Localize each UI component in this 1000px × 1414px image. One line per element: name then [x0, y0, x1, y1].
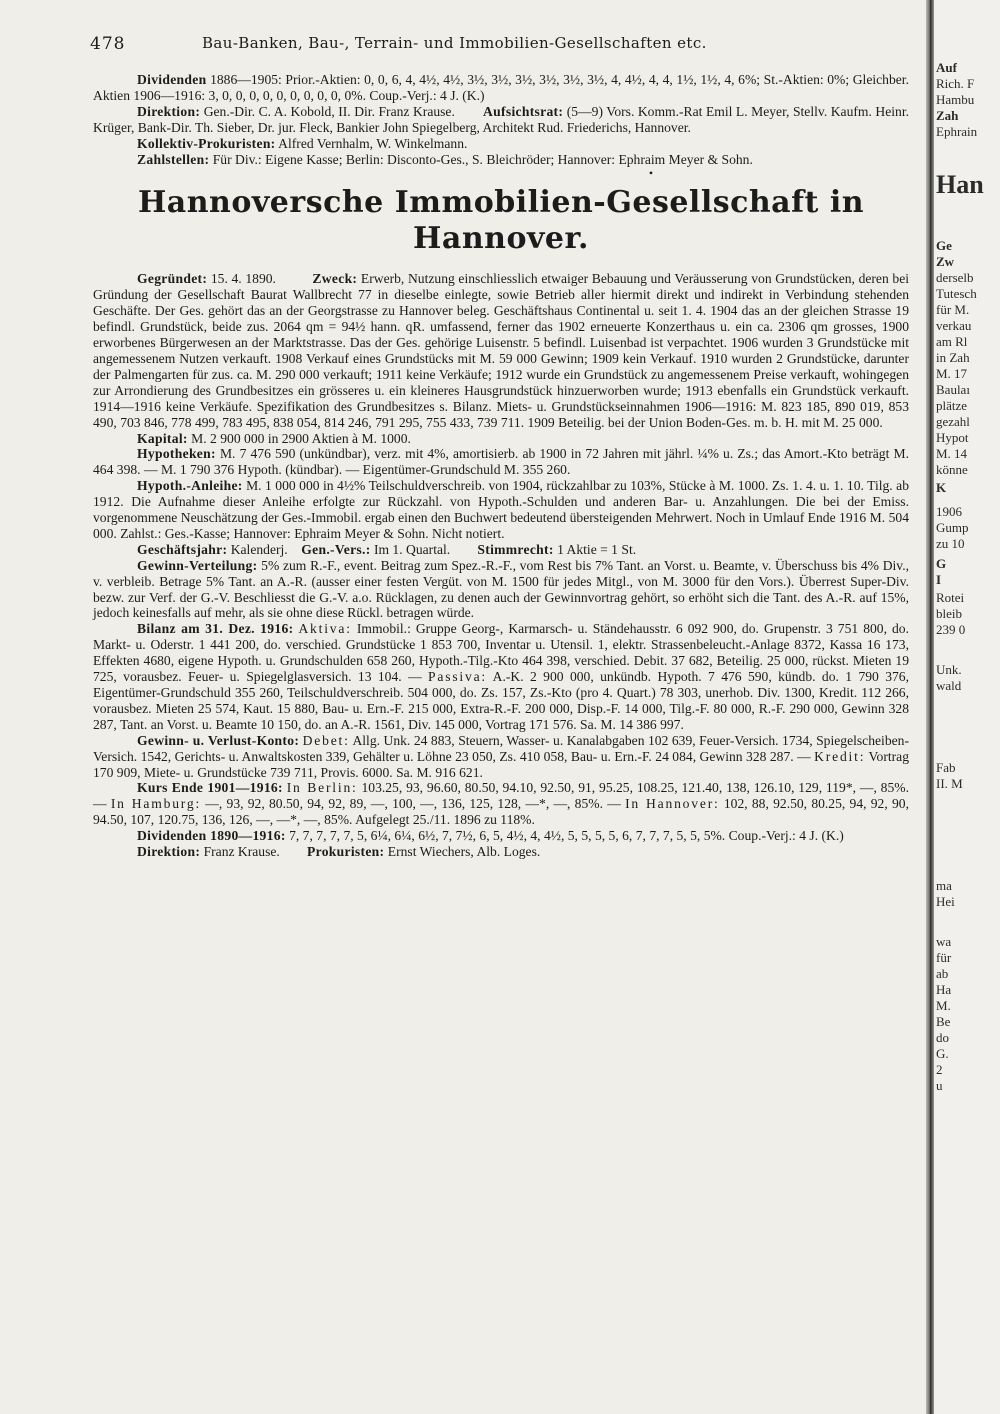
prev-direktion-text: Gen.-Dir. C. A. Kobold, II. Dir. Franz Krause.	[203, 103, 455, 119]
neighbor-fragment: Be	[936, 1014, 951, 1029]
neighbor-fragment: Unk.	[936, 662, 962, 677]
geschaeftsjahr-label: Geschäftsjahr:	[137, 541, 228, 557]
prev-aufsichtsrat-text: (5—9) Vors. Komm.-Rat Emil L. Meyer, Stellv. Kaufm. Heinr. Krüger, Bank-Dir. Th. Sieber, Dr. jur. Fleck, Bankier John Spiegelberg, Architekt Rud. Friederichs, Hannover.	[93, 103, 909, 135]
gewinn-verlust-konto: Gewinn- u. Verlust-Konto: Debet: Allg. Unk. 24 883, Steuern, Wasser- u. Kanalabgaben 102 639, Feuer-Versich. 1734, Spiegelscheiben-Versich. 1542, Gerichts- u. Anwaltskosten 339, Gehälter u. Löhne 23 050, Zs. 410 058, Bau- u. Ern.-F. 24 084, Gewinn 328 287. — Kredit: Vortrag 170 909, Miete- u. Grundstücke 739 711, Provis. 6000. Sa. M. 916 621.	[93, 732, 910, 780]
prev-kollektiv	[93, 136, 909, 152]
company-title: Hannoversche Immobilien-Gesellschaft in Hannover.	[137, 185, 865, 257]
neighbor-fragment: G.	[936, 1046, 949, 1061]
neighbor-fragment: M. 14	[936, 446, 968, 461]
genvers-text: Im 1. Quartal.	[373, 541, 451, 557]
hypoth-anleihe	[93, 478, 909, 542]
prev-zahlstellen-label: Zahlstellen:	[137, 151, 210, 167]
prev-zahlstellen	[93, 152, 909, 168]
passiva-label: Passiva:	[428, 669, 488, 685]
kurs-hamburg-label: In Hamburg:	[110, 796, 202, 812]
neighbor-fragment: für	[936, 950, 952, 965]
neighbor-fragment: Hypot	[936, 430, 969, 445]
kurs-hannover-text: 102, 88, 92.50, 80.25, 94, 92, 90, 94.50, 107, 120.75, 136, 126, —, —*, —, 85%.	[93, 796, 909, 828]
stimmrecht-text: 1 Aktie = 1 St.	[557, 541, 637, 557]
neighbor-fragment: Ephrain	[936, 124, 978, 139]
guv-label: Gewinn- u. Verlust-Konto:	[137, 732, 300, 748]
text-body	[93, 72, 909, 860]
hypotheken-text: M. 7 476 590 (unkündbar), verz. mit 4%, amortisierb. ab 1900 in 72 Jahren mit jährl. ¼% u. Zs.; das Amort.-Kto beträgt M. 464 398. — M. 1 790 376 Hypoth. (kündbar). — Eigentümer-Grundschuld M. 355 260.	[93, 446, 909, 478]
neighbor-fragment: Zah	[936, 108, 959, 123]
neighbor-fragment: 239 0	[936, 622, 966, 637]
neighbor-fragment: in Zah	[936, 350, 970, 365]
neighbor-fragment: Rich. F	[936, 76, 975, 91]
prev-aufsichtsrat-label: Aufsichtsrat:	[483, 103, 564, 119]
gewinnverteilung-text: 5% zum R.-F., event. Beitrag zum Spez.-R.-F., vom Rest bis 7% Tant. an Vorst. u. Beamte, v. Überschuss bis 4% Div., v. verbleib. Betrage 5% Tant. an A.-R. (ausser einer festen Vergüt. von M. 1500 für jedes Mitgl., von M. 3000 für den Vors.). Überrest Super-Div. bezw. zur Verf. der G.-V. Beschliesst die G.-V. a.o. Rücklagen, zu denen auch der Gewinnvortrag gehört, so erhöht sich die Tant. des A.-R. auf 15%, jedoch keinesfalls auf mehr, als sie ohne diese Rückl. betragen würde.	[93, 557, 909, 621]
neighbor-fragment: M.	[936, 998, 951, 1013]
page-header	[90, 34, 920, 56]
debet-label: Debet:	[302, 732, 350, 748]
kurs-hamburg-text: —, 93, 92, 80.50, 94, 92, 89, —, 100, —, 136, 125, 128, —*, —, 85%.	[205, 796, 603, 812]
kurs-aufgelegt: Aufgelegt 25./11. 1896 zu 118%.	[355, 812, 535, 828]
prokuristen-text: Ernst Wiechers, Alb. Loges.	[387, 844, 541, 860]
dividenden-text: 7, 7, 7, 7, 7, 5, 6¼, 6¼, 6½, 7, 7½, 6, 5, 4½, 4, 4½, 5, 5, 5, 5, 6, 7, 7, 7, 5, 5, 5%. Coup.-Verj.: 4 J. (K.)	[289, 828, 844, 844]
neighbor-fragment: wald	[936, 678, 962, 693]
direktion-text: Franz Krause.	[203, 844, 280, 860]
kurs-berlin-text: 103.25, 93, 96.60, 80.50, 94.10, 92.50, 91, 95.25, 108.25, 121.40, 138, 126.10, 129, 119*, —, 85%.	[361, 780, 909, 796]
aktiva-text: Immobil.: Gruppe Georg-, Karmarsch- u. Ständehausstr. 6 092 900, do. Grupenstr. 3 751 800, do. Markt- u. Oderstr. 1 441 200, do. verschied. Grundstücke 1 853 700, Inventar u. Utensil. 1, elektr. Strassenbeleucht.-Anlage 8372, Kassa 16 173, Effekten 4680, eigene Hypoth. u. Grundschulden 658 260, Hypoth.-Tilg.-Kto 464 398, verschied. Debit. 37 682, Beteilig. 25 000, rückst. Mieten 19 725, vorausbez. Feuer- u. Spiegelglasversich. 13 104.	[93, 621, 910, 685]
neighbor-fragment: verkau	[936, 318, 972, 333]
gegruendet-value: 15. 4. 1890.	[210, 271, 276, 287]
neighbor-fragment: M. 17	[936, 366, 968, 381]
prev-dividenden-label: Dividenden	[137, 72, 207, 87]
anleihe-text: M. 1 000 000 in 4½% Teilschuldverschreib. von 1904, rückzahlbar zu 103%, Stücke à M. 1000. Zs. 1. 4. u. 1. 10. Tilg. ab 1912. Die Aufnahme dieser Anleihe erfolgte zur Rückzahl. von Hypoth.-Schulden und anderen Bar- u. Anzahlungen. Die bei der Emiss. vorgenommene Neuschätzung der Ges.-Immobil. ergab einen den Buchwert bedeutend übersteigenden Mehrwert. Noch in Umlauf Ende 1916 M. 504 000. Zahlst.: Ges.-Kasse; Hannover: Ephraim Meyer & Sohn. Nicht notiert.	[93, 478, 909, 541]
neighbor-fragment: derselb	[936, 270, 974, 285]
neighbor-fragment: Ge	[936, 238, 952, 253]
hypotheken-label: Hypotheken:	[137, 446, 216, 462]
direktion-prokuristen	[93, 844, 909, 860]
geschaeftsjahr-text: Kalenderj.	[230, 541, 288, 557]
bilanz-label: Bilanz am 31. Dez. 1916:	[137, 621, 294, 637]
neighbor-fragment: Baulaı	[936, 382, 970, 397]
kapital	[93, 431, 909, 447]
kurs-label: Kurs Ende 1901—1916:	[137, 780, 283, 796]
gewinn-verteilung	[93, 558, 909, 622]
kredit-label: Kredit:	[814, 748, 866, 764]
dividenden-label: Dividenden 1890—1916:	[137, 828, 286, 844]
geschaeftsjahr-line	[93, 542, 909, 558]
gegruendet-label: Gegründet:	[137, 271, 208, 287]
neighbor-fragment: 1906	[936, 504, 962, 519]
prev-dividenden-text: 1886—1905: Prior.-Aktien: 0, 0, 6, 4, 4½, 4½, 3½, 3½, 3½, 3½, 3½, 3½, 4, 4½, 4, 4, 1½, 1½, 4, 6%; St.-Aktien: 0%; Gleichber. Aktien 1906—1916: 3, 0, 0, 0, 0, 0, 0, 0, 0, 0, 0%. Coup.-Verj.: 4 J. (K.)	[93, 72, 909, 103]
neighbor-fragment: wa	[936, 934, 952, 949]
prokuristen-label: Prokuristen:	[307, 844, 385, 860]
debet-text: Allg. Unk. 24 883, Steuern, Wasser- u. Kanalabgaben 102 639, Feuer-Versich. 1734, Spiegelscheiben-Versich. 1542, Gerichts- u. Anwaltskosten 339, Gehälter u. Löhne 23 050, Zs. 410 058, Bau- u. Ern.-F. 24 084, Gewinn 328 287.	[93, 732, 909, 764]
neighbor-fragment: Zw	[936, 254, 955, 269]
neighbor-fragment: Rotei	[936, 590, 965, 605]
bilanz: Bilanz am 31. Dez. 1916: Aktiva: Immobil.: Gruppe Georg-, Karmarsch- u. Ständehausstr. 6 092 900, do. Grupenstr. 3 751 800, do. Markt- u. Oderstr. 1 441 200, do. verschied. Grundstücke 1 853 700, Inventar u. Utensil. 1, elektr. Strassenbeleucht.-Anlage 8372, Kassa 16 173, Effekten 4680, eigene Hypoth. u. Grundschulden 658 260, Hypoth.-Tilg.-Kto 464 398, verschied. Debit. 37 682, Beteilig. 25 000, rückst. Mieten 19 725, vorausbez. Feuer- u. Spiegelglasversich. 13 104. — Passiva: A.-K. 2 900 000, unkündb. Hypoth. 7 476 590, kündb. do. 1 790 376, Eigentümer-Grundschuld 355 260, Teilschuldverschreib. 504 000, do. Zs. 157, Zs.-Kto (pro 4. Quart.) 78 303, unerhob. Div. 1300, Kredit. 112 266, vorausbez. Mieten 25 574, Kaut. 15 880, Bau- u. Ern.-F. 215 000, Extra-R.-F. 200 000, Disp.-F. 14 000, Tilg.-F. 80 000, R.-F. 290 000, Gewinn 328 287, Tant. an Vorst. u. Beamte 10 150, do. an A.-R. 1561, Div. 145 000, Vortrag 171 576. Sa. M. 14 386 997.	[93, 621, 910, 732]
dividenden	[93, 828, 909, 844]
kapital-text: M. 2 900 000 in 2900 Aktien à M. 1000.	[191, 430, 411, 446]
neighbor-fragment: II. M	[936, 776, 963, 791]
neighbor-page-strip	[934, 0, 1000, 1414]
neighbor-fragment: bleib	[936, 606, 962, 621]
book-gutter	[926, 0, 934, 1414]
kurs: Kurs Ende 1901—1916: In Berlin: 103.25, 93, 96.60, 80.50, 94.10, 92.50, 91, 95.25, 108.25, 121.40, 138, 126.10, 129, 119*, —, 85%. — In Hamburg: —, 93, 92, 80.50, 94, 92, 89, —, 100, —, 136, 125, 128, —*, —, 85%. — In Hannover: 102, 88, 92.50, 80.25, 94, 92, 90, 94.50, 107, 120.75, 136, 126, —, —*, —, 85%. Aufgelegt 25./11. 1896 zu 118%.	[93, 780, 909, 828]
neighbor-fragment: ab	[936, 966, 949, 981]
neighbor-fragment: für M.	[936, 302, 970, 317]
direktion-label: Direktion:	[137, 844, 201, 860]
prev-kollektiv-text: Alfred Vernhalm, W. Winkelmann.	[278, 135, 468, 151]
neighbor-fragment: Tutesch	[936, 286, 977, 301]
prev-direktion-aufsichtsrat	[93, 104, 909, 136]
neighbor-fragment: am Rl	[936, 334, 968, 349]
neighbor-fragment: G	[936, 556, 947, 571]
section-mark: •	[648, 166, 654, 181]
neighbor-fragment: Ha	[936, 982, 952, 997]
kurs-berlin-label: In Berlin:	[286, 780, 358, 796]
neighbor-fragment: könne	[936, 462, 968, 477]
passiva-text: A.-K. 2 900 000, unkündb. Hypoth. 7 476 590, kündb. do. 1 790 376, Eigentümer-Grundschuld 355 260, Teilschuldverschreib. 504 000, do. Zs. 157, Zs.-Kto (pro 4. Quart.) 78 303, unerhob. Div. 1300, Kredit. 112 266, vorausbez. Mieten 25 574, Kaut. 15 880, Bau- u. Ern.-F. 215 000, Extra-R.-F. 200 000, Disp.-F. 14 000, Tilg.-F. 80 000, R.-F. 290 000, Gewinn 328 287, Tant. an Vorst. u. Beamte 10 150, do. an A.-R. 1561, Div. 145 000, Vortrag 171 576. Sa. M. 14 386 997.	[93, 669, 910, 732]
neighbor-fragment: gezahl	[936, 414, 970, 429]
zweck-text: Erwerb, Nutzung einschliesslich etwaiger Bebauung und Veräusserung von Grundstücken, deren bei Gründung der Gesellschaft Baurat Wallbrecht 77 in dieselbe einlegte, sowie Betrieb aller hiermit direkt und indirekt in Verbindung stehenden Geschäfte. Der Ges. gehört das an der Georgstrasse zu Hannover beleg. Geschäftshaus Continental u. seit 1. 4. 1904 das an der gleichen Strasse 19 befindl. Grundstück, beide zus. 2064 qm = 94½ hann. qR. umfassend, ferner das 1902 erneuerte Konzerthaus u. ein ca. 2306 qm grosses, 1900 erworbenes Bürgerwesen an der Marktstrasse. Das der Ges. gehörige Luisenstr. 5 befindl. Luisenbad ist verpachtet. 1906 wurden 3 Grundstücke mit angemessenem Nutzen verkauft. 1908 Verkauf eines Grundstücks mit M. 59 000 Gewinn; 1909 kein Verkauf. 1910 wurden 2 Grundstücke, darunter der Palmengarten für zus. ca. M. 290 000 verkauft; 1911 keine Verkäufe; 1912 wurde ein Grundstück zu angemessenem Preise verkauft, wohingegen zur Arrondierung des Grundbesitzes ein grösseres u. ein kleineres Hausgrundstück hinzuerworben wurde; 1913 ebenfalls ein Grundstück verkauft. 1914—1916 keine Verkäufe. Spezifikation des Grundbesitzes s. Bilanz. Miets- u. Grundstückseinnahmen 1906—1916: M. 823 185, 890 019, 853 490, 703 846, 778 499, 783 495, 838 054, 814 246, 791 295, 755 433, 739 711. 1909 Beteilig. bei der Union Boden-Ges. m. b. H. mit M. 25 000.	[93, 271, 910, 430]
prev-dividenden	[93, 72, 909, 104]
genvers-label: Gen.-Vers.:	[301, 541, 371, 557]
hypotheken	[93, 446, 909, 478]
neighbor-fragment: Han	[936, 170, 984, 199]
neighbor-fragment: zu 10	[936, 536, 965, 551]
neighbor-fragment: K	[936, 480, 947, 495]
anleihe-label: Hypoth.-Anleihe:	[137, 478, 243, 494]
neighbor-fragment: plätze	[936, 398, 968, 413]
neighbor-fragment: Auf	[936, 60, 957, 75]
neighbor-fragment: do	[936, 1030, 949, 1045]
neighbor-fragment: ma	[936, 878, 952, 893]
prev-zahlstellen-text: Für Div.: Eigene Kasse; Berlin: Disconto-Ges., S. Bleichröder; Hannover: Ephraim Meyer & Sohn.	[212, 151, 753, 167]
running-head: Bau-Banken, Bau-, Terrain- und Immobilien-Gesellschaften etc.	[202, 34, 707, 52]
neighbor-fragment: I	[936, 572, 942, 587]
page-number: 478	[90, 34, 126, 54]
kurs-hannover-label: In Hannover:	[625, 796, 720, 812]
kapital-label: Kapital:	[137, 430, 188, 446]
neighbor-fragment: 2	[936, 1062, 943, 1077]
gewinnverteilung-label: Gewinn-Verteilung:	[137, 557, 258, 573]
kredit-text: Vortrag 170 909, Miete- u. Grundstücke 739 711, Provis. 6000. Sa. M. 916 621.	[93, 748, 910, 780]
neighbor-fragment: Fab	[936, 760, 956, 775]
gegruendet-zweck	[93, 271, 909, 430]
neighbor-fragment: Hambu	[936, 92, 975, 107]
neighbor-fragment: u	[936, 1078, 943, 1093]
zweck-label: Zweck:	[312, 271, 358, 287]
neighbor-fragment: Hei	[936, 894, 955, 909]
neighbor-fragment: Gump	[936, 520, 969, 535]
stimmrecht-label: Stimmrecht:	[477, 541, 554, 557]
prev-direktion-label: Direktion:	[137, 103, 201, 119]
aktiva-label: Aktiva:	[298, 621, 352, 637]
prev-kollektiv-label: Kollektiv-Prokuristen:	[137, 135, 276, 151]
